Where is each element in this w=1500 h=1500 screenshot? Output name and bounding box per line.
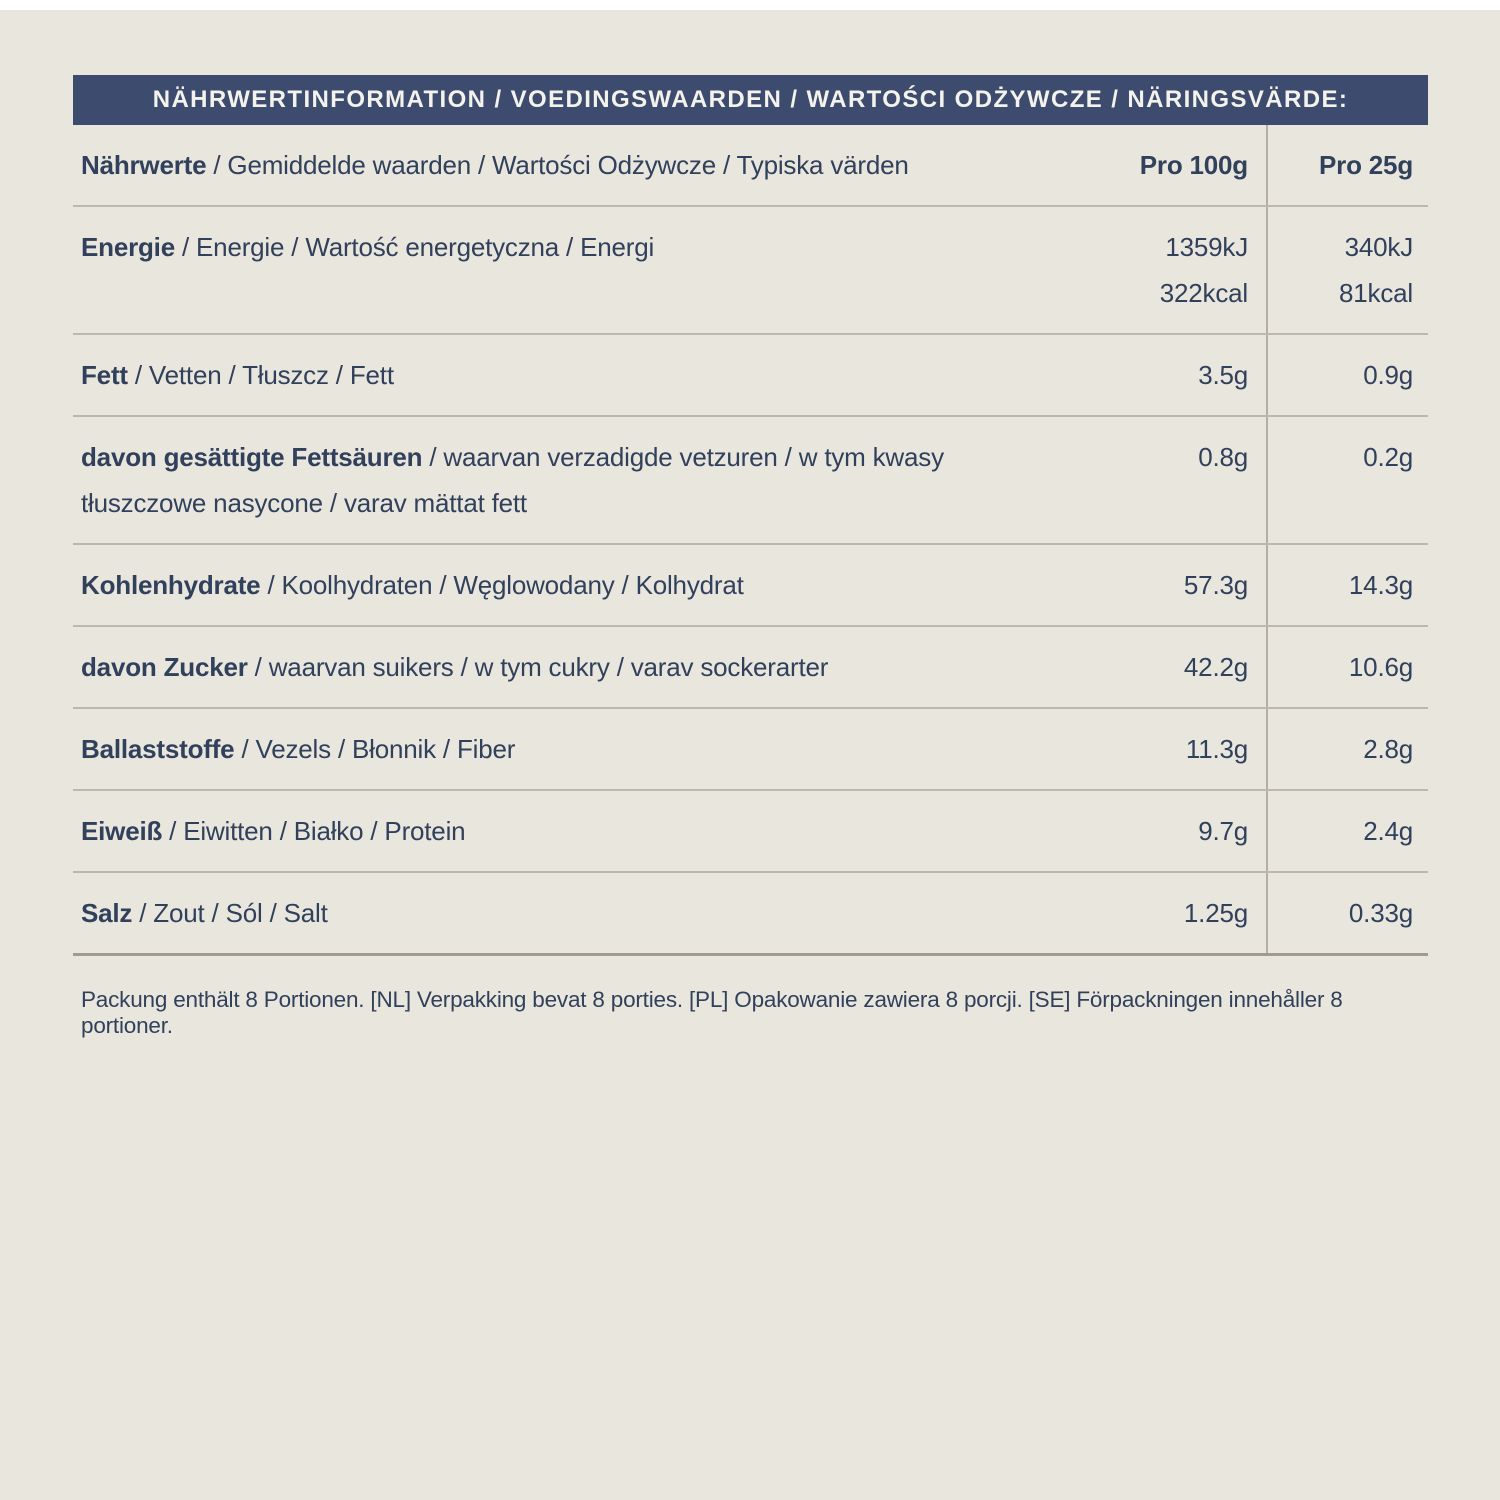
value-per-100g	[1016, 627, 1266, 707]
value-per-25g	[1266, 545, 1428, 625]
value-per-100g	[1016, 545, 1266, 625]
value-per-25g	[1266, 873, 1428, 953]
value-per-100g	[1016, 335, 1266, 415]
value-line: 0.2g	[1363, 442, 1413, 472]
nutrient-label	[73, 627, 1016, 707]
table-row-salt	[73, 873, 1428, 953]
value-per-25g	[1266, 791, 1428, 871]
value-per-25g	[1266, 627, 1428, 707]
table-row-carbohydrates	[73, 545, 1428, 627]
value-line: 81kcal	[1339, 278, 1413, 308]
portion-note: Packung enthält 8 Portionen. [NL] Verpakking bevat 8 porties. [PL] Opakowanie zawiera 8 porcji. [SE] Förpackningen innehåller 8 portioner.	[81, 987, 1343, 1038]
nutrient-translations: / Zout / Sól / Salt	[132, 898, 328, 928]
nutrient-name: Eiweiß	[81, 816, 163, 846]
table-row-fiber	[73, 709, 1428, 791]
nutrition-table	[73, 125, 1428, 956]
value-per-25g	[1266, 207, 1428, 333]
table-row-fat	[73, 335, 1428, 417]
column-header-nutrients	[73, 125, 1016, 205]
value-line: 322kcal	[1159, 278, 1248, 308]
value-line: 1359kJ	[1165, 232, 1248, 262]
nutrient-translations: / Energie / Wartość energetyczna / Energi	[174, 232, 655, 262]
nutrition-label	[73, 75, 1428, 1039]
nutrient-name: davon gesättigte Fettsäuren	[81, 442, 423, 472]
value-line: 3.5g	[1198, 360, 1248, 390]
nutrient-label	[73, 791, 1016, 871]
nutrient-translations: / Vetten / Tłuszcz / Fett	[127, 360, 394, 390]
value-line: 57.3g	[1183, 570, 1248, 600]
value-per-100g	[1016, 791, 1266, 871]
nutrient-translations: / waarvan verzadigde vetzuren / w tym kwasy tłuszczowe nasycone / varav mättat fett	[81, 442, 944, 518]
value-line: 11.3g	[1185, 734, 1248, 764]
nutrient-label	[73, 709, 1016, 789]
nutrient-label	[73, 873, 1016, 953]
value-line: 2.4g	[1363, 816, 1413, 846]
value-line: 0.9g	[1363, 360, 1413, 390]
nutrient-name: Salz	[81, 898, 133, 928]
nutrient-name: davon Zucker	[81, 652, 248, 682]
nutrient-name: Ballaststoffe	[81, 734, 235, 764]
value-per-100g	[1016, 207, 1266, 333]
value-per-25g	[1266, 709, 1428, 789]
nutrient-label	[73, 335, 1016, 415]
nutrient-name: Fett	[81, 360, 128, 390]
nutrient-label	[73, 207, 1016, 333]
column-header-per-25g: Pro 25g	[1266, 125, 1428, 205]
nutrient-translations: / waarvan suikers / w tym cukry / varav sockerarter	[247, 652, 829, 682]
table-row-energy	[73, 207, 1428, 335]
column-header-nutrients-translations: / Gemiddelde waarden / Wartości Odżywcze / Typiska värden	[206, 150, 909, 180]
table-row-saturated-fat	[73, 417, 1428, 545]
table-header-row	[73, 125, 1428, 207]
value-per-100g	[1016, 709, 1266, 789]
value-line: 1.25g	[1183, 898, 1248, 928]
nutrition-title: NÄHRWERTINFORMATION / VOEDINGSWAARDEN / WARTOŚCI ODŻYWCZE / NÄRINGSVÄRDE:	[152, 86, 1349, 113]
value-per-100g	[1016, 873, 1266, 953]
nutrient-label	[73, 417, 1016, 543]
table-row-protein	[73, 791, 1428, 873]
table-row-sugars	[73, 627, 1428, 709]
value-line: 0.8g	[1198, 442, 1248, 472]
value-line: 340kJ	[1344, 232, 1413, 262]
column-header-per-100g: Pro 100g	[1139, 150, 1248, 180]
nutrient-name: Kohlenhydrate	[81, 570, 261, 600]
nutrient-label	[73, 545, 1016, 625]
value-line: 9.7g	[1198, 816, 1248, 846]
nutrition-title-bar	[73, 75, 1428, 125]
nutrient-translations: / Koolhydraten / Węglowodany / Kolhydrat	[260, 570, 744, 600]
nutrient-name: Energie	[81, 232, 175, 262]
value-line: 2.8g	[1363, 734, 1413, 764]
value-line: 42.2g	[1183, 652, 1248, 682]
nutrient-translations: / Eiwitten / Białko / Protein	[162, 816, 466, 846]
value-line: 0.33g	[1348, 898, 1413, 928]
nutrient-translations: / Vezels / Błonnik / Fiber	[234, 734, 516, 764]
value-per-25g	[1266, 417, 1428, 543]
value-per-100g	[1016, 417, 1266, 543]
value-line: 10.6g	[1348, 652, 1413, 682]
value-line: 14.3g	[1348, 570, 1413, 600]
value-per-25g	[1266, 335, 1428, 415]
column-header-nutrients-bold: Nährwerte	[81, 150, 207, 180]
